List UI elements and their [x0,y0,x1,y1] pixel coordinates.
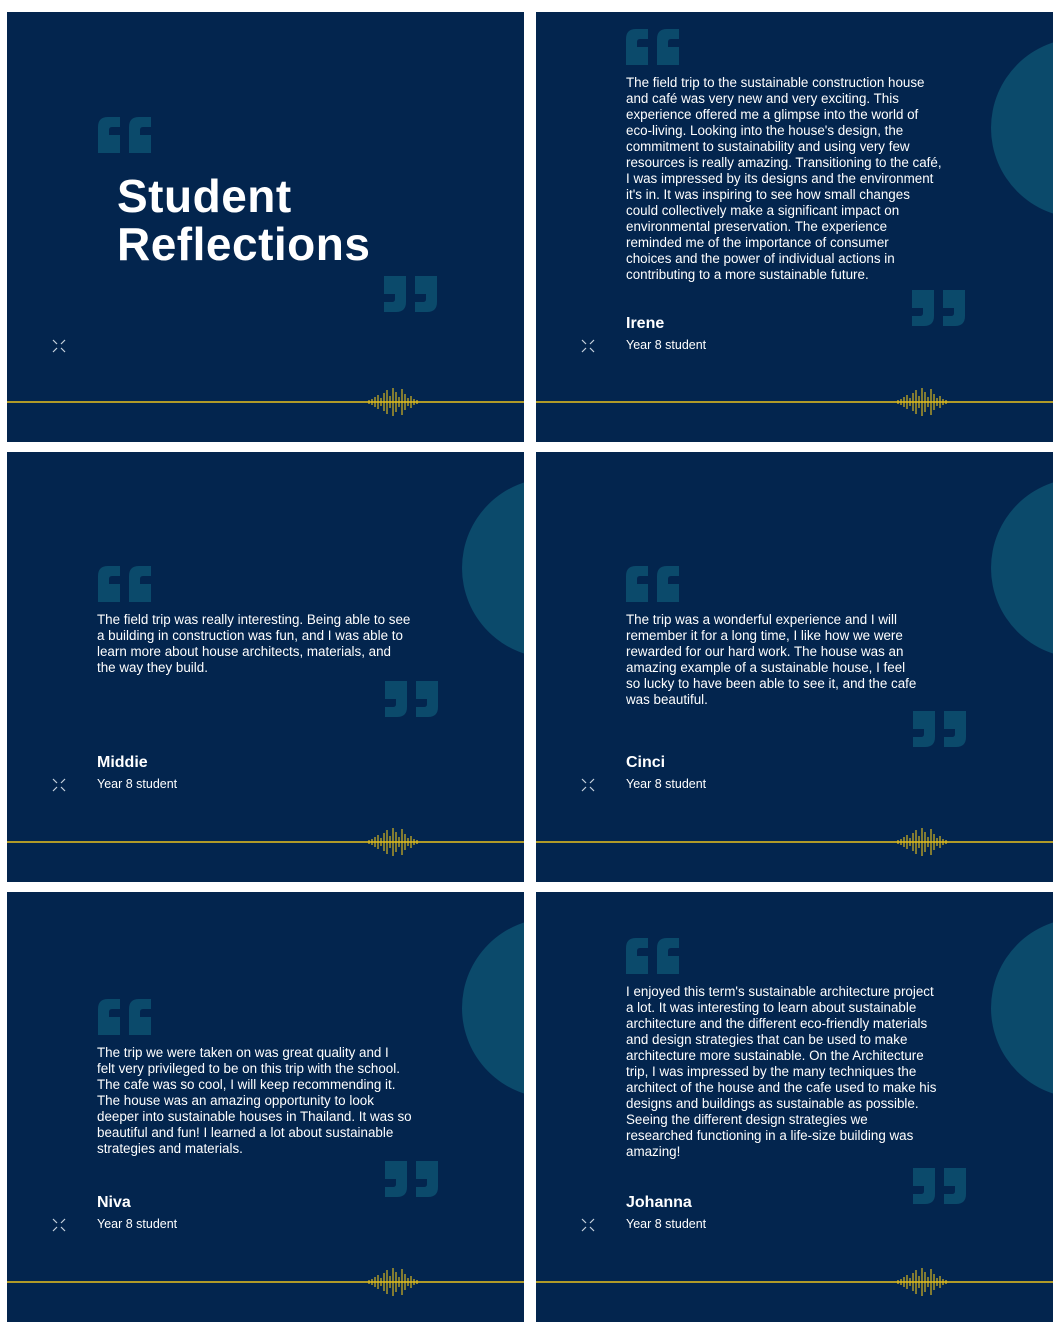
title-line-2: Reflections [117,218,371,270]
title-slide [7,12,524,442]
open-quote-icon [626,938,684,974]
close-quote-icon [910,1168,968,1204]
student-role: Year 8 student [97,777,178,791]
close-quote-icon [909,290,967,326]
decorative-circle [991,918,1053,1098]
student-role: Year 8 student [626,1217,707,1231]
sound-wave-line [7,826,524,858]
cross-mark-icon [51,338,67,354]
reflection-slide-irene [536,12,1053,442]
reflection-slide-middie [7,452,524,882]
decorative-circle [991,478,1053,658]
decorative-circle [991,38,1053,218]
student-role: Year 8 student [97,1217,178,1231]
student-role: Year 8 student [626,777,707,791]
page-title [117,172,370,268]
student-role: Year 8 student [626,338,707,352]
title-line-1: Student [117,170,292,222]
open-quote-icon [626,29,684,65]
open-quote-icon [98,999,156,1035]
sound-wave-line [536,826,1053,858]
open-quote-icon [98,117,156,153]
student-name: Middie [97,754,148,771]
sound-wave-line [536,1266,1053,1298]
reflection-text: The trip we were taken on was great quality and I felt very privileged to be on this trip with the school. The cafe was so cool, I will keep recommending it. The house was an amazing opportunity to look deeper into sustainable houses in Thailand. It was so beautiful and fun! I learned a lot about sustainable strategies and materials. [97,1045,412,1156]
student-name: Irene [626,315,665,332]
reflection-text: I enjoyed this term's sustainable architecture project a lot. It was interesting to learn about sustainable architecture and the different eco-friendly materials and design strategies that can be used to make architecture more sustainable. On the Architecture trip, I was impressed by the many techniques the architect of the house and the cafe used to make his designs and buildings as sustainable as possible. Seeing the different design strategies we researched functioning in a life-size building was amazing! [626,984,937,1159]
cross-mark-icon [51,777,67,793]
reflection-slide-johanna [536,892,1053,1322]
close-quote-icon [910,711,968,747]
open-quote-icon [98,566,156,602]
sound-wave-line [536,386,1053,418]
student-name: Cinci [626,754,666,771]
sound-wave-line [7,386,524,418]
open-quote-icon [626,566,684,602]
reflection-slide-cinci [536,452,1053,882]
sound-wave-line [7,1266,524,1298]
close-quote-icon [381,276,439,312]
cross-mark-icon [580,777,596,793]
close-quote-icon [382,681,440,717]
cross-mark-icon [51,1217,67,1233]
student-name: Niva [97,1194,131,1211]
reflection-text: The field trip was really interesting. Being able to see a building in construction was fun, and I was able to learn more about house architects, materials, and the way they build. [97,612,411,675]
student-name: Johanna [626,1194,692,1211]
cross-mark-icon [580,338,596,354]
reflection-text: The field trip to the sustainable construction house and café was very new and very exciting. This experience offered me a glimpse into the world of eco-living. Looking into the house's design, the commitment to sustainability and using very few resources is really amazing. Transitioning to the café, I was impressed by its designs and the environment it's in. It was inspiring to see how small changes could collectively make a significant impact on environmental preservation. The experience reminded me of the importance of consumer choices and the power of individual actions in contributing to a more sustainable future. [626,75,942,282]
cross-mark-icon [580,1217,596,1233]
close-quote-icon [382,1161,440,1197]
reflection-text: The trip was a wonderful experience and I will remember it for a long time, I like how we were rewarded for our hard work. The house was an amazing example of a sustainable house, I feel so lucky to have been able to see it, and the cafe was beautiful. [626,612,917,707]
reflection-slide-niva [7,892,524,1322]
